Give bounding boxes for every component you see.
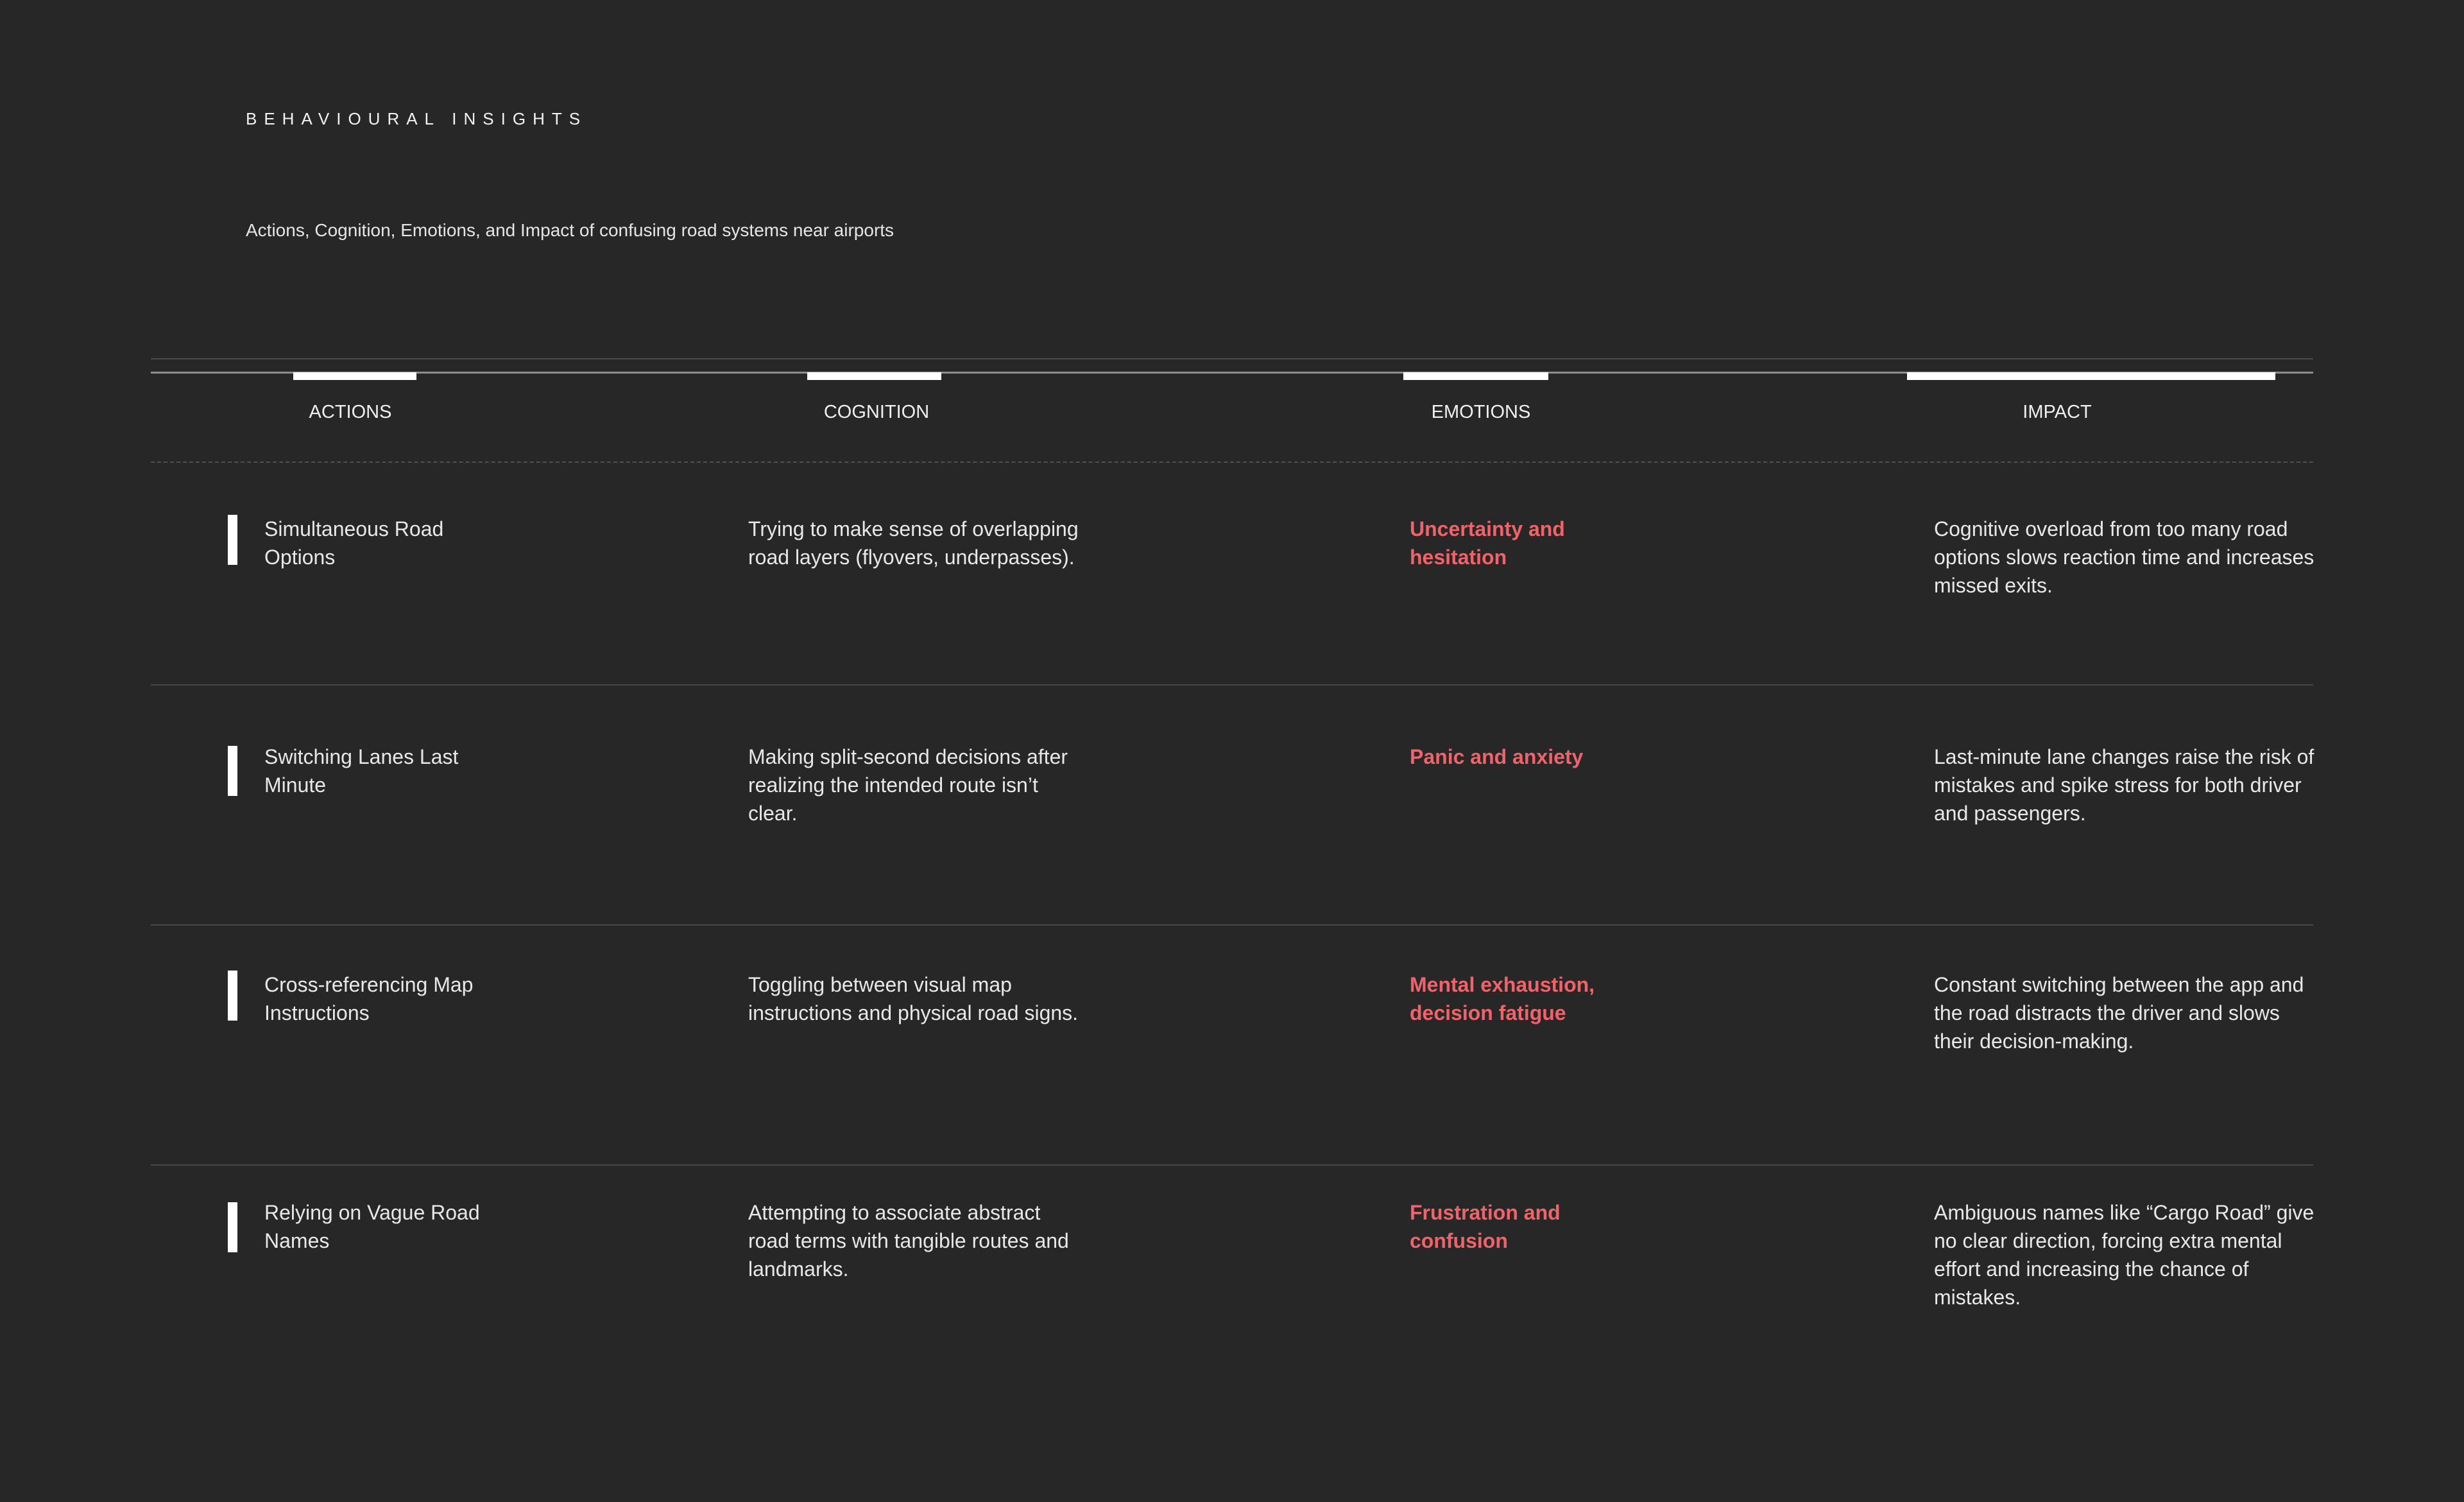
column-tick-emotions bbox=[1403, 372, 1548, 380]
emotion-cell: Panic and anxiety bbox=[1410, 745, 1584, 768]
action-cell: Cross-referencing Map Instructions bbox=[264, 973, 474, 1024]
impact-cell: Last-minute lane changes raise the risk of mistakes and spike stress for both driver and passengers. bbox=[1934, 745, 2314, 825]
column-tick-actions bbox=[293, 372, 416, 380]
header-dashed-divider bbox=[151, 462, 2313, 463]
cognition-cell: Attempting to associate abstract road terms with tangible routes and landmarks. bbox=[748, 1201, 1069, 1281]
row-divider bbox=[151, 924, 2313, 926]
row-divider bbox=[151, 684, 2313, 686]
column-tick-cognition bbox=[807, 372, 941, 380]
row-marker-bar bbox=[228, 1202, 237, 1252]
column-header-impact: IMPACT bbox=[2023, 402, 2092, 422]
emotion-cell: Frustration and confusion bbox=[1410, 1201, 1561, 1252]
emotion-cell: Uncertainty and hesitation bbox=[1410, 517, 1565, 569]
column-header-actions: ACTIONS bbox=[309, 402, 392, 422]
top-divider bbox=[151, 358, 2313, 359]
cognition-cell: Toggling between visual map instructions and physical road signs. bbox=[748, 973, 1079, 1024]
impact-cell: Ambiguous names like “Cargo Road” give no clear direction, forcing extra mental effort and increasing the chance of mistakes. bbox=[1934, 1201, 2314, 1309]
impact-cell: Cognitive overload from too many road options slows reaction time and increases missed exits. bbox=[1934, 517, 2314, 597]
row-marker-bar bbox=[228, 515, 237, 565]
cognition-cell: Trying to make sense of overlapping road layers (flyovers, underpasses). bbox=[748, 517, 1079, 569]
action-cell: Simultaneous Road Options bbox=[264, 517, 444, 569]
row-marker-bar bbox=[228, 971, 237, 1021]
column-header-emotions: EMOTIONS bbox=[1431, 402, 1531, 422]
cognition-cell: Making split-second decisions after realizing the intended route isn’t clear. bbox=[748, 745, 1068, 825]
impact-cell: Constant switching between the app and the road distracts the driver and slows their decision-making. bbox=[1934, 973, 2304, 1053]
section-label: BEHAVIOURAL INSIGHTS bbox=[246, 109, 588, 128]
row-divider bbox=[151, 1164, 2313, 1166]
column-header-cognition: COGNITION bbox=[823, 402, 930, 422]
column-tick-impact bbox=[1907, 372, 2275, 380]
row-marker-bar bbox=[228, 746, 237, 796]
page-subtitle: Actions, Cognition, Emotions, and Impact of confusing road systems near airports bbox=[246, 220, 894, 240]
emotion-cell: Mental exhaustion, decision fatigue bbox=[1410, 973, 1595, 1024]
action-cell: Relying on Vague Road Names bbox=[264, 1201, 480, 1252]
action-cell: Switching Lanes Last Minute bbox=[264, 745, 459, 797]
